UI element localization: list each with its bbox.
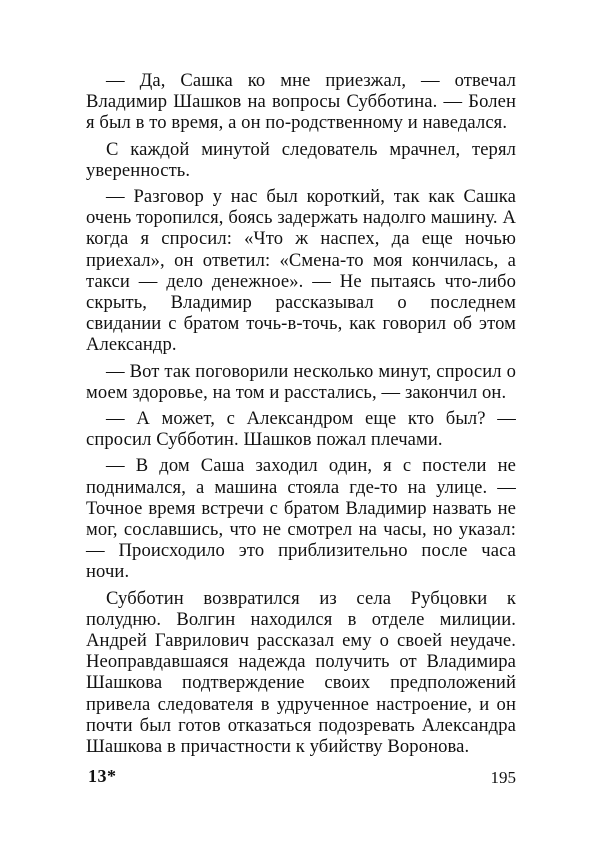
paragraph-5: — А может, с Александром еще кто был? — спросил Субботин. Шашков пожал плечами.	[86, 408, 516, 451]
page-number: 195	[490, 768, 516, 787]
paragraph-3: — Разговор у нас был короткий, так как Сашка очень торопился, боясь задержать надолго машину. А когда я спросил: «Что ж наспех, да еще ночью приехал», он ответил: «Смена-то моя кончилась, а такси — дело денежное». — Не пытаясь что-либо скрыть, Владимир рассказывал о последнем свидании с братом точь-в-точь, как говорил об этом Александр.	[86, 186, 516, 356]
paragraph-6: — В дом Саша заходил один, я с постели не поднимался, а машина стояла где-то на улице. — Точное время встречи с братом Владимир назвать не мог, сославшись, что не смотрел на часы, но указал: — Происходило это приблизительно после часа ночи.	[86, 455, 516, 583]
paragraph-4: — Вот так поговорили несколько минут, спросил о моем здоровье, на том и расстались, — закончил он.	[86, 360, 516, 403]
body-text	[86, 70, 516, 762]
paragraph-2: С каждой минутой следователь мрачнел, терял уверенность.	[86, 138, 516, 181]
printer-signature-mark: 13*	[88, 766, 117, 786]
paragraph-1: — Да, Сашка ко мне приезжал, — отвечал Владимир Шашков на вопросы Субботина. — Болен я был в то время, а он по-родственному и наведался.	[86, 70, 516, 134]
paragraph-7: Субботин возвратился из села Рубцовки к полудню. Волгин находился в отделе милиции. Андрей Гаврилович рассказал ему о своей неудаче. Неоправдавшаяся надежда получить от Владимира Шашкова подтверждение своих предположений привела следователя в удрученное настроение, и он почти был готов отказаться подозревать Александра Шашкова в причастности к убийству Воронова.	[86, 587, 516, 758]
